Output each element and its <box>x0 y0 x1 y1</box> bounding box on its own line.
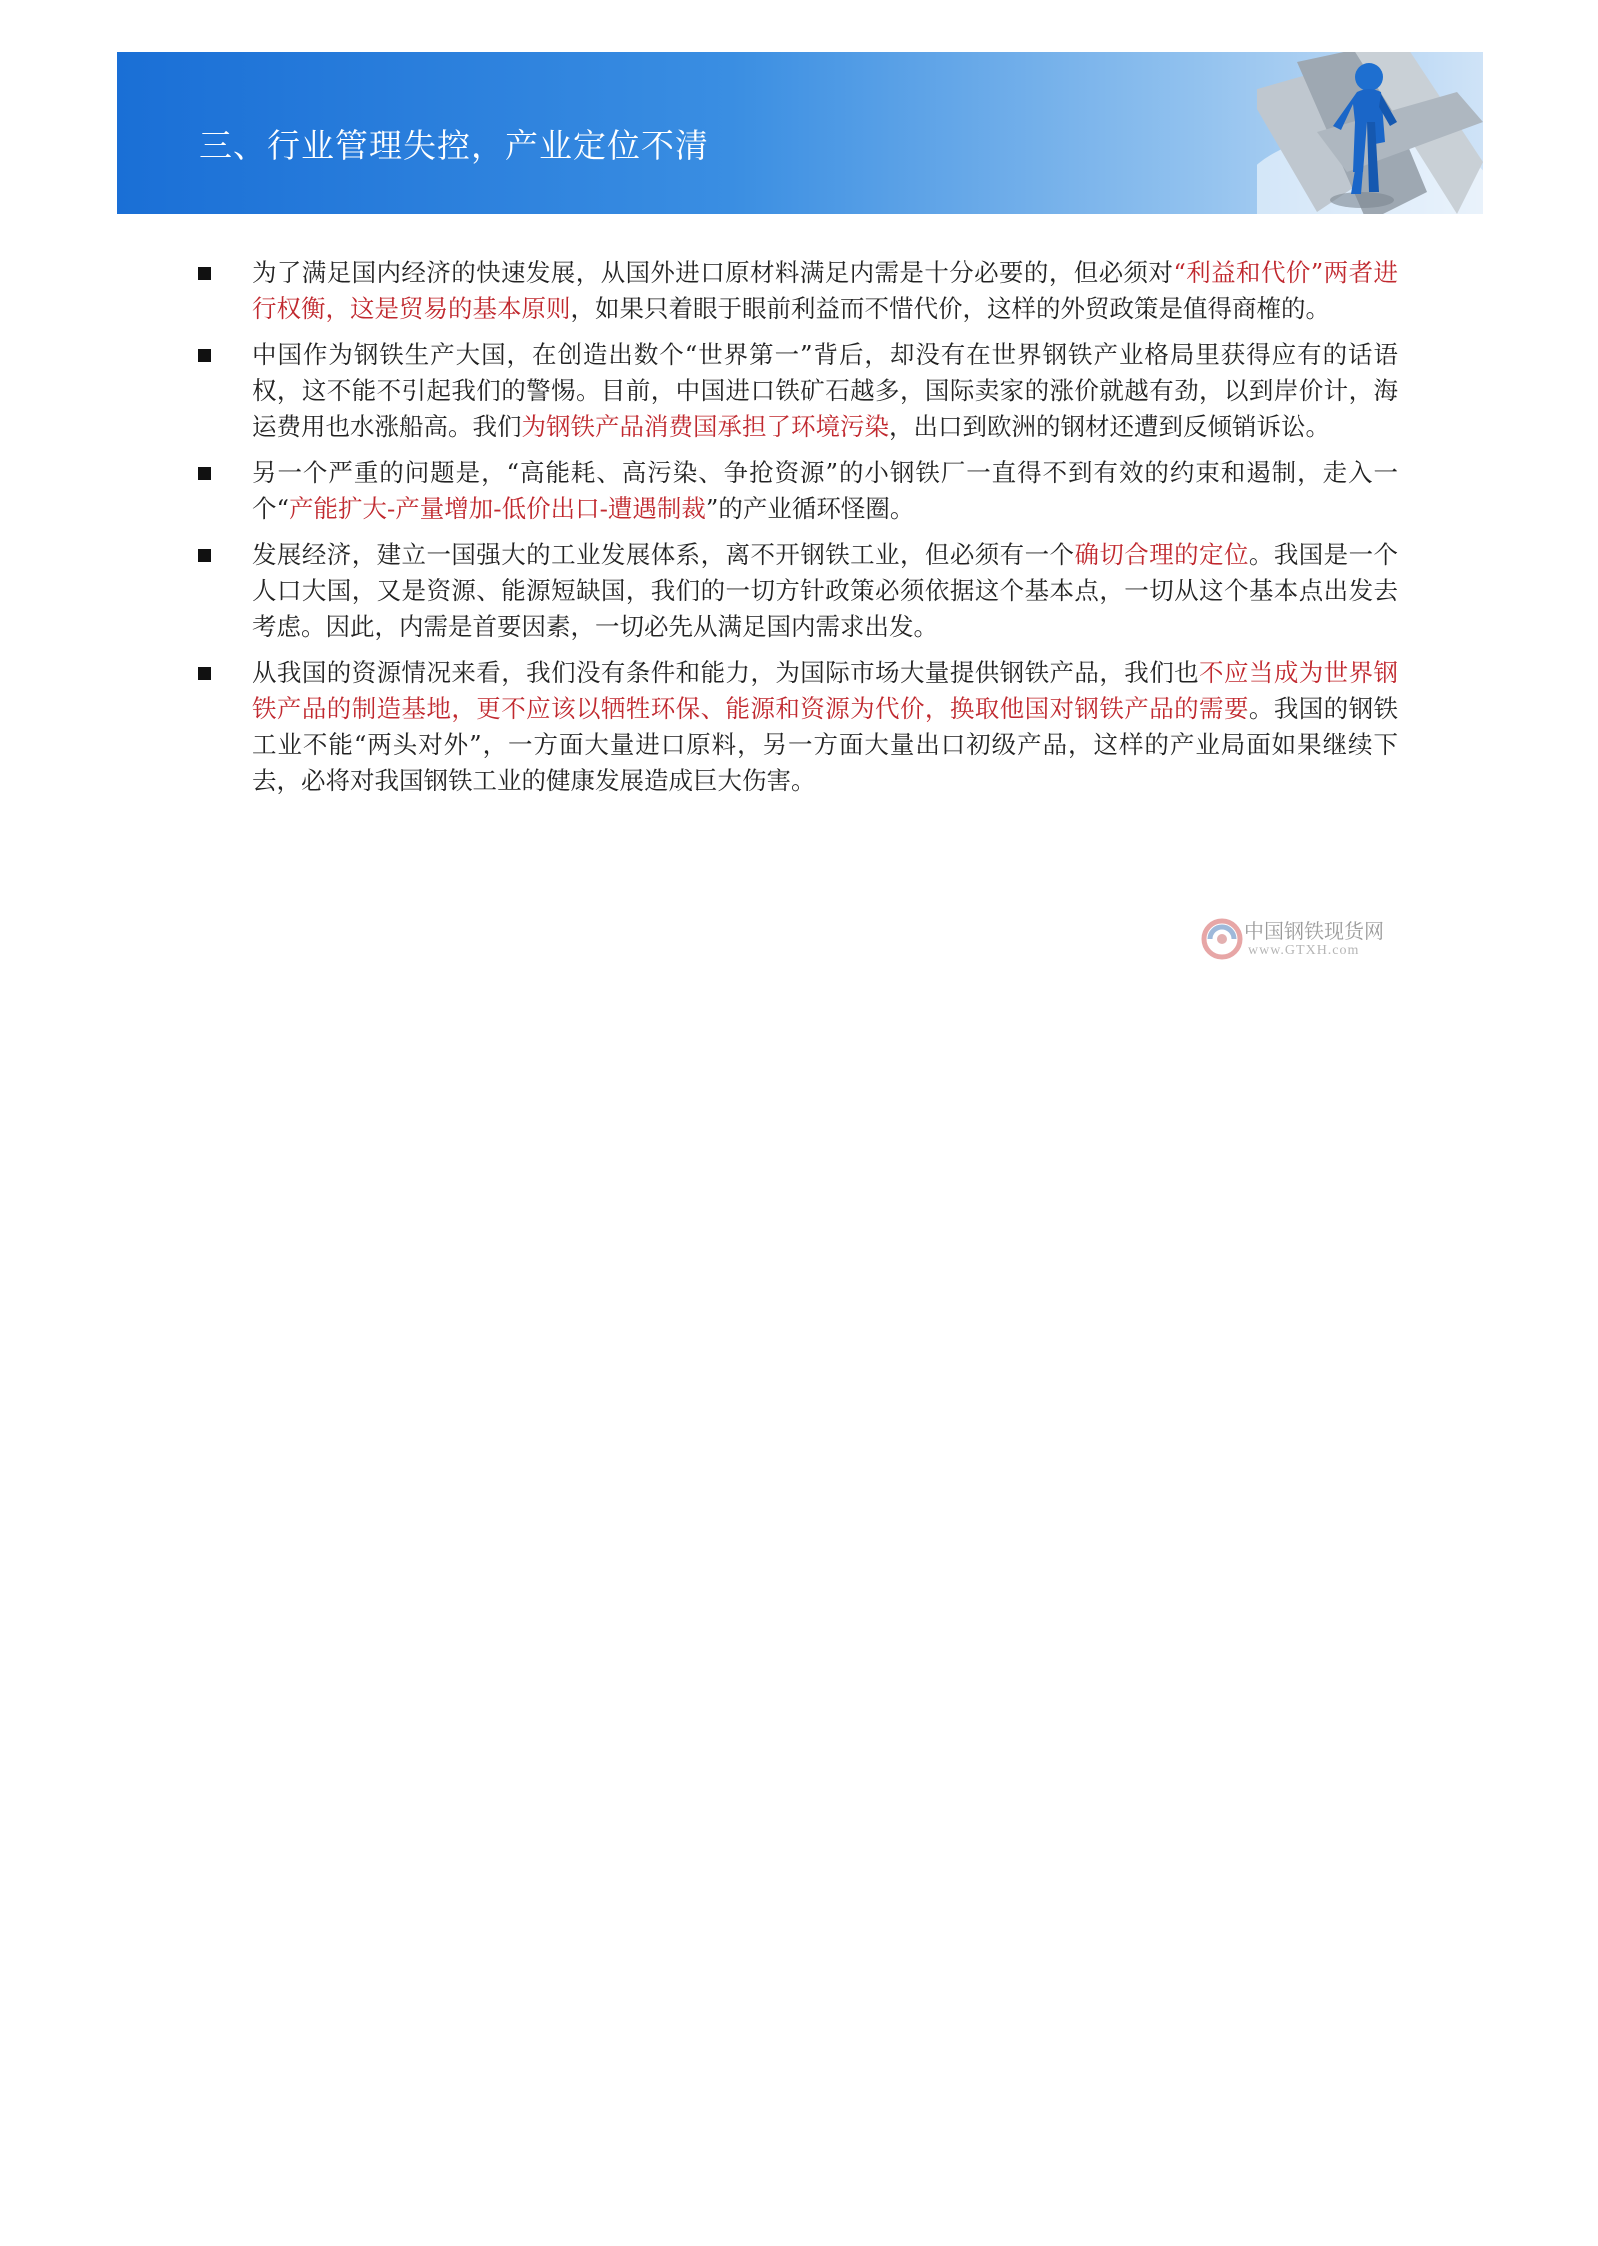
text-run: ，出口到欧洲的钢材还遭到反倾销诉讼。 <box>889 412 1330 441</box>
text-run: 发展经济，建立一国强大的工业发展体系，离不开钢铁工业，但必须有一个 <box>252 540 1075 569</box>
paragraph <box>252 255 1398 327</box>
highlighted-text: 确切合理的定位 <box>1074 540 1249 569</box>
watermark-name: 中国钢铁现货网 <box>1244 919 1384 943</box>
text-run: ”的产业循环怪圈。 <box>705 494 915 523</box>
person-on-crossroads-icon <box>1257 52 1483 214</box>
list-item <box>198 337 1398 445</box>
watermark-url: www.GTXH.com <box>1248 943 1360 958</box>
header-banner <box>117 52 1483 214</box>
text-run: 为了满足国内经济的快速发展，从国外进口原材料满足内需是十分必要的，但必须对 <box>252 258 1174 287</box>
text-run: 另一个严重的问题是，“高能耗、高污染、争抢资源”的小钢铁厂一直得不到有效的约束和遏制，走入一个“ <box>252 458 1398 523</box>
square-bullet-icon <box>198 267 211 280</box>
paragraph <box>252 455 1398 527</box>
paragraph <box>252 537 1398 645</box>
square-bullet-icon <box>198 349 211 362</box>
list-item <box>198 655 1398 799</box>
page-title: 三、行业管理失控，产业定位不清 <box>199 126 709 165</box>
text-run: 。我国是一个人口大国，又是资源、能源短缺国，我们的一切方针政策必须依据这个基本点，一切从这个基本点出发去考虑。因此，内需是首要因素，一切必先从满足国内需求出发。 <box>252 540 1399 641</box>
highlighted-text: 产能扩大-产量增加-低价出口-遭遇制裁 <box>289 494 706 523</box>
paragraph <box>252 337 1398 445</box>
watermark-logo <box>1200 913 1400 965</box>
text-run: ，如果只着眼于眼前利益而不惜代价，这样的外贸政策是值得商榷的。 <box>570 294 1330 323</box>
square-bullet-icon <box>198 549 211 562</box>
text-run: 从我国的资源情况来看，我们没有条件和能力，为国际市场大量提供钢铁产品，我们也 <box>252 658 1200 687</box>
square-bullet-icon <box>198 467 211 480</box>
text-run: 。我国的钢铁工业不能“两头对外”，一方面大量进口原料，另一方面大量出口初级产品，这样的产业局面如果继续下去，必将对我国钢铁工业的健康发展造成巨大伤害。 <box>252 694 1399 795</box>
list-item <box>198 255 1398 327</box>
bullet-list <box>198 255 1398 809</box>
list-item <box>198 537 1398 645</box>
highlighted-text: 为钢铁产品消费国承担了环境污染 <box>521 412 889 441</box>
gtxh-logo-icon <box>1200 917 1244 961</box>
text-run: 中国作为钢铁生产大国，在创造出数个“世界第一”背后，却没有在世界钢铁产业格局里获得应有的话语权，这不能不引起我们的警惕。目前，中国进口铁矿石越多，国际卖家的涨价就越有劲，以到岸价计，海运费用也水涨船高。我们 <box>252 340 1398 441</box>
paragraph <box>252 655 1398 799</box>
highlighted-text: “利益和代价”两者进行权衡，这是贸易的基本原则 <box>252 258 1398 323</box>
highlighted-text: 不应当成为世界钢铁产品的制造基地，更不应该以牺牲环保、能源和资源为代价，换取他国对钢铁产品的需要 <box>252 658 1399 723</box>
list-item <box>198 455 1398 527</box>
square-bullet-icon <box>198 667 211 680</box>
